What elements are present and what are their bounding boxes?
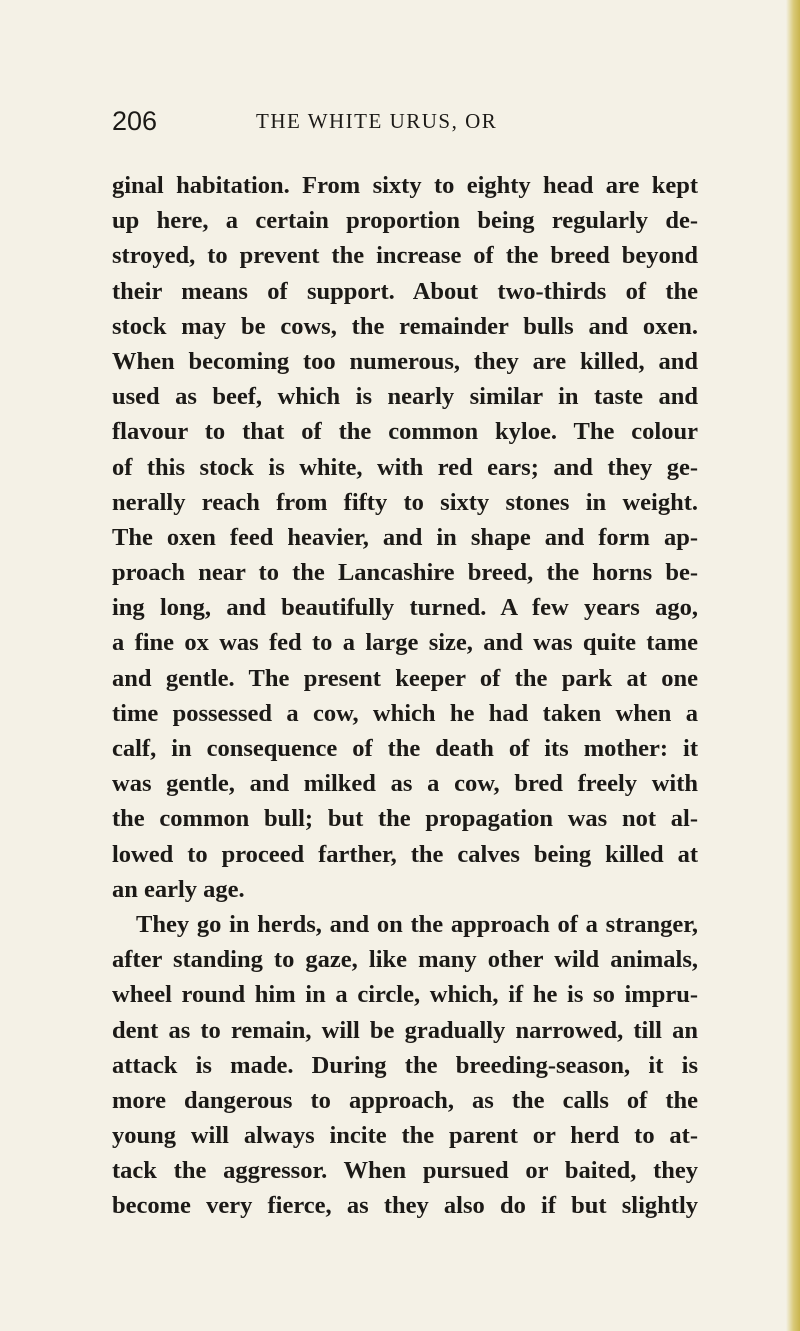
text-line: stock may be cows, the remainder bulls and oxen. [112, 312, 698, 340]
text-line: the common bull; but the propagation was not al- [112, 805, 698, 833]
page-number: 206 [112, 106, 158, 136]
text-line: tack the aggressor. When pursued or baited, they [112, 1157, 698, 1185]
text-line: lowed to proceed farther, the calves being killed at [112, 840, 698, 868]
text-line: more dangerous to approach, as the calls of the [112, 1086, 698, 1114]
text-line: attack is made. During the breeding-season, it is [112, 1051, 698, 1079]
text-line: an early age. [112, 875, 245, 903]
text-line: a fine ox was fed to a large size, and was quite tame [112, 629, 698, 657]
text-line: up here, a certain proportion being regularly de- [112, 207, 698, 235]
text-line: nerally reach from fifty to sixty stones in weight. [112, 488, 698, 516]
text-line: used as beef, which is nearly similar in taste and [112, 383, 698, 411]
text-line: young will always incite the parent or herd to at- [112, 1122, 698, 1150]
text-line: ginal habitation. From sixty to eighty head are kept [112, 172, 698, 199]
text-line: calf, in consequence of the death of its mother: it [112, 735, 698, 762]
running-title: THE WHITE URUS, OR [256, 109, 498, 133]
text-line: The oxen feed heavier, and in shape and form ap- [112, 523, 698, 551]
text-line: They go in herds, and on the approach of a stranger, [136, 910, 698, 938]
text-line: wheel round him in a circle, which, if he is so impru- [112, 981, 698, 1009]
text-line: When becoming too numerous, they are killed, and [112, 347, 698, 375]
text-line: after standing to gaze, like many other wild animals, [112, 946, 698, 974]
text-line: was gentle, and milked as a cow, bred freely with [112, 770, 698, 798]
text-line: dent as to remain, will be gradually narrowed, till an [112, 1016, 698, 1044]
text-line: proach near to the Lancashire breed, the horns be- [112, 559, 698, 587]
text-line: ing long, and beautifully turned. A few years ago, [112, 594, 698, 622]
page-header [112, 106, 692, 136]
body-text [112, 168, 698, 1224]
page-edge [786, 0, 800, 1331]
text-line: become very fierce, as they also do if but slightly [112, 1192, 698, 1220]
text-line: time possessed a cow, which he had taken when a [112, 699, 698, 727]
text-line: stroyed, to prevent the increase of the breed beyond [112, 242, 698, 270]
text-line: of this stock is white, with red ears; and they ge- [112, 453, 698, 481]
text-line: their means of support. About two-thirds of the [112, 277, 698, 305]
text-line: and gentle. The present keeper of the park at one [112, 664, 698, 692]
text-line: flavour to that of the common kyloe. The colour [112, 418, 698, 446]
